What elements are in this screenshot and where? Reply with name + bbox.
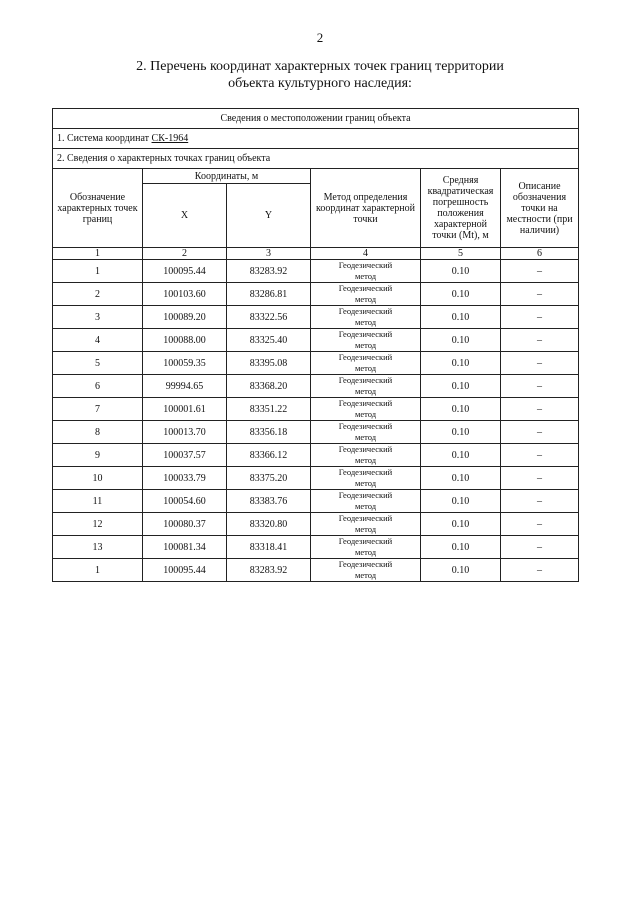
cell-point: 10 [53, 467, 143, 490]
column-header-error: Средняя квадратическая погрешность положения характерной точки (Mt), м [421, 169, 501, 248]
cell-method-line: метод [354, 363, 377, 373]
cell-x: 100088.00 [143, 329, 227, 352]
cell-description: – [501, 260, 579, 283]
cell-method-line: Геодезический [338, 467, 393, 477]
cell-method [311, 352, 421, 375]
cell-method [311, 375, 421, 398]
cell-method-line: метод [354, 294, 377, 304]
cell-error: 0.10 [421, 352, 501, 375]
cell-y: 83283.92 [227, 559, 311, 582]
cell-method [311, 536, 421, 559]
points-section-header: 2. Сведения о характерных точках границ объекта [53, 149, 579, 169]
cell-point: 1 [53, 260, 143, 283]
cell-method-line: метод [354, 271, 377, 281]
cell-method-line: Геодезический [338, 536, 393, 546]
cell-method-line: метод [354, 340, 377, 350]
cell-error: 0.10 [421, 398, 501, 421]
cell-method-line: Геодезический [338, 559, 393, 569]
cell-method-line: метод [354, 524, 377, 534]
column-number: 6 [501, 248, 579, 260]
cell-description: – [501, 421, 579, 444]
page-number: 2 [316, 30, 324, 45]
cell-x: 100037.57 [143, 444, 227, 467]
cell-method [311, 467, 421, 490]
document-title [60, 58, 580, 92]
cell-method-line: метод [354, 317, 377, 327]
cell-method-line: метод [354, 386, 377, 396]
cell-point: 9 [53, 444, 143, 467]
cell-y: 83322.56 [227, 306, 311, 329]
cell-method [311, 306, 421, 329]
title-line-2: объекта культурного наследия: [228, 76, 412, 91]
cell-method-line: Геодезический [338, 490, 393, 500]
cell-description: – [501, 536, 579, 559]
cell-method-line: Геодезический [338, 421, 393, 431]
cell-method-line: метод [354, 455, 377, 465]
cell-error: 0.10 [421, 513, 501, 536]
cell-method-line: Геодезический [338, 352, 393, 362]
cell-x: 100081.34 [143, 536, 227, 559]
cell-description: – [501, 306, 579, 329]
cell-method [311, 421, 421, 444]
cell-method [311, 513, 421, 536]
coordinate-system-value: СК-1964 [151, 133, 189, 144]
cell-description: – [501, 375, 579, 398]
table-body [53, 260, 579, 582]
cell-error: 0.10 [421, 329, 501, 352]
table-row [53, 559, 579, 582]
cell-method [311, 490, 421, 513]
cell-y: 83286.81 [227, 283, 311, 306]
table-row [53, 536, 579, 559]
cell-error: 0.10 [421, 375, 501, 398]
cell-point: 12 [53, 513, 143, 536]
cell-method-line: Геодезический [338, 283, 393, 293]
cell-x: 100095.44 [143, 559, 227, 582]
cell-y: 83375.20 [227, 467, 311, 490]
cell-method [311, 444, 421, 467]
cell-description: – [501, 490, 579, 513]
cell-x: 100080.37 [143, 513, 227, 536]
cell-y: 83351.22 [227, 398, 311, 421]
cell-point: 7 [53, 398, 143, 421]
cell-method-line: метод [354, 478, 377, 488]
table-row [53, 329, 579, 352]
cell-x: 100033.79 [143, 467, 227, 490]
cell-description: – [501, 398, 579, 421]
column-header-x: X [143, 184, 227, 248]
cell-method-line: метод [354, 409, 377, 419]
cell-method [311, 329, 421, 352]
cell-point: 11 [53, 490, 143, 513]
cell-method-line: метод [354, 501, 377, 511]
cell-method-line: Геодезический [338, 398, 393, 408]
cell-description: – [501, 444, 579, 467]
cell-description: – [501, 559, 579, 582]
cell-y: 83320.80 [227, 513, 311, 536]
cell-point: 5 [53, 352, 143, 375]
cell-method-line: Геодезический [338, 375, 393, 385]
table-main-header: Сведения о местоположении границ объекта [53, 109, 579, 129]
cell-y: 83318.41 [227, 536, 311, 559]
cell-method [311, 283, 421, 306]
cell-x: 100059.35 [143, 352, 227, 375]
cell-description: – [501, 467, 579, 490]
cell-description: – [501, 283, 579, 306]
cell-description: – [501, 329, 579, 352]
table-row [53, 398, 579, 421]
cell-method-line: Геодезический [338, 329, 393, 339]
cell-y: 83356.18 [227, 421, 311, 444]
table-row [53, 306, 579, 329]
cell-method-line: метод [354, 570, 377, 580]
column-number: 3 [227, 248, 311, 260]
cell-y: 83383.76 [227, 490, 311, 513]
column-number: 1 [53, 248, 143, 260]
column-header-point: Обозначение характерных точек границ [53, 169, 143, 248]
cell-point: 4 [53, 329, 143, 352]
cell-error: 0.10 [421, 559, 501, 582]
cell-y: 83283.92 [227, 260, 311, 283]
cell-method-line: Геодезический [338, 260, 393, 270]
column-number: 4 [311, 248, 421, 260]
coordinate-system-row [53, 129, 579, 149]
cell-error: 0.10 [421, 283, 501, 306]
cell-x: 100089.20 [143, 306, 227, 329]
cell-point: 2 [53, 283, 143, 306]
cell-point: 6 [53, 375, 143, 398]
table-row [53, 421, 579, 444]
cell-method-line: Геодезический [338, 306, 393, 316]
cell-error: 0.10 [421, 444, 501, 467]
cell-x: 100103.60 [143, 283, 227, 306]
cell-point: 8 [53, 421, 143, 444]
cell-description: – [501, 513, 579, 536]
cell-error: 0.10 [421, 260, 501, 283]
cell-error: 0.10 [421, 306, 501, 329]
cell-error: 0.10 [421, 421, 501, 444]
cell-y: 83395.08 [227, 352, 311, 375]
table-row [53, 513, 579, 536]
cell-method-line: метод [354, 432, 377, 442]
cell-x: 100001.61 [143, 398, 227, 421]
cell-y: 83368.20 [227, 375, 311, 398]
table-row [53, 375, 579, 398]
table-row [53, 467, 579, 490]
table-row [53, 490, 579, 513]
table-row [53, 260, 579, 283]
cell-x: 99994.65 [143, 375, 227, 398]
cell-error: 0.10 [421, 490, 501, 513]
column-header-coordinates: Координаты, м [143, 169, 311, 184]
cell-y: 83366.12 [227, 444, 311, 467]
column-header-y: Y [227, 184, 311, 248]
column-header-method: Метод определения координат характерной точки [311, 169, 421, 248]
table-row [53, 352, 579, 375]
coordinates-table [52, 108, 579, 582]
cell-point: 3 [53, 306, 143, 329]
column-number: 2 [143, 248, 227, 260]
cell-method-line: метод [354, 547, 377, 557]
coordinate-system-label: 1. Система координат [57, 133, 152, 144]
cell-method [311, 559, 421, 582]
cell-x: 100013.70 [143, 421, 227, 444]
cell-error: 0.10 [421, 467, 501, 490]
cell-method-line: Геодезический [338, 444, 393, 454]
cell-x: 100095.44 [143, 260, 227, 283]
table-row [53, 283, 579, 306]
cell-method [311, 260, 421, 283]
cell-error: 0.10 [421, 536, 501, 559]
cell-point: 1 [53, 559, 143, 582]
table-row [53, 444, 579, 467]
column-number: 5 [421, 248, 501, 260]
column-header-description: Описание обозначения точки на местности (при наличии) [501, 169, 579, 248]
cell-method-line: Геодезический [338, 513, 393, 523]
title-line-1: 2. Перечень координат характерных точек границ территории [136, 59, 504, 74]
cell-description: – [501, 352, 579, 375]
cell-y: 83325.40 [227, 329, 311, 352]
cell-x: 100054.60 [143, 490, 227, 513]
cell-point: 13 [53, 536, 143, 559]
cell-method [311, 398, 421, 421]
